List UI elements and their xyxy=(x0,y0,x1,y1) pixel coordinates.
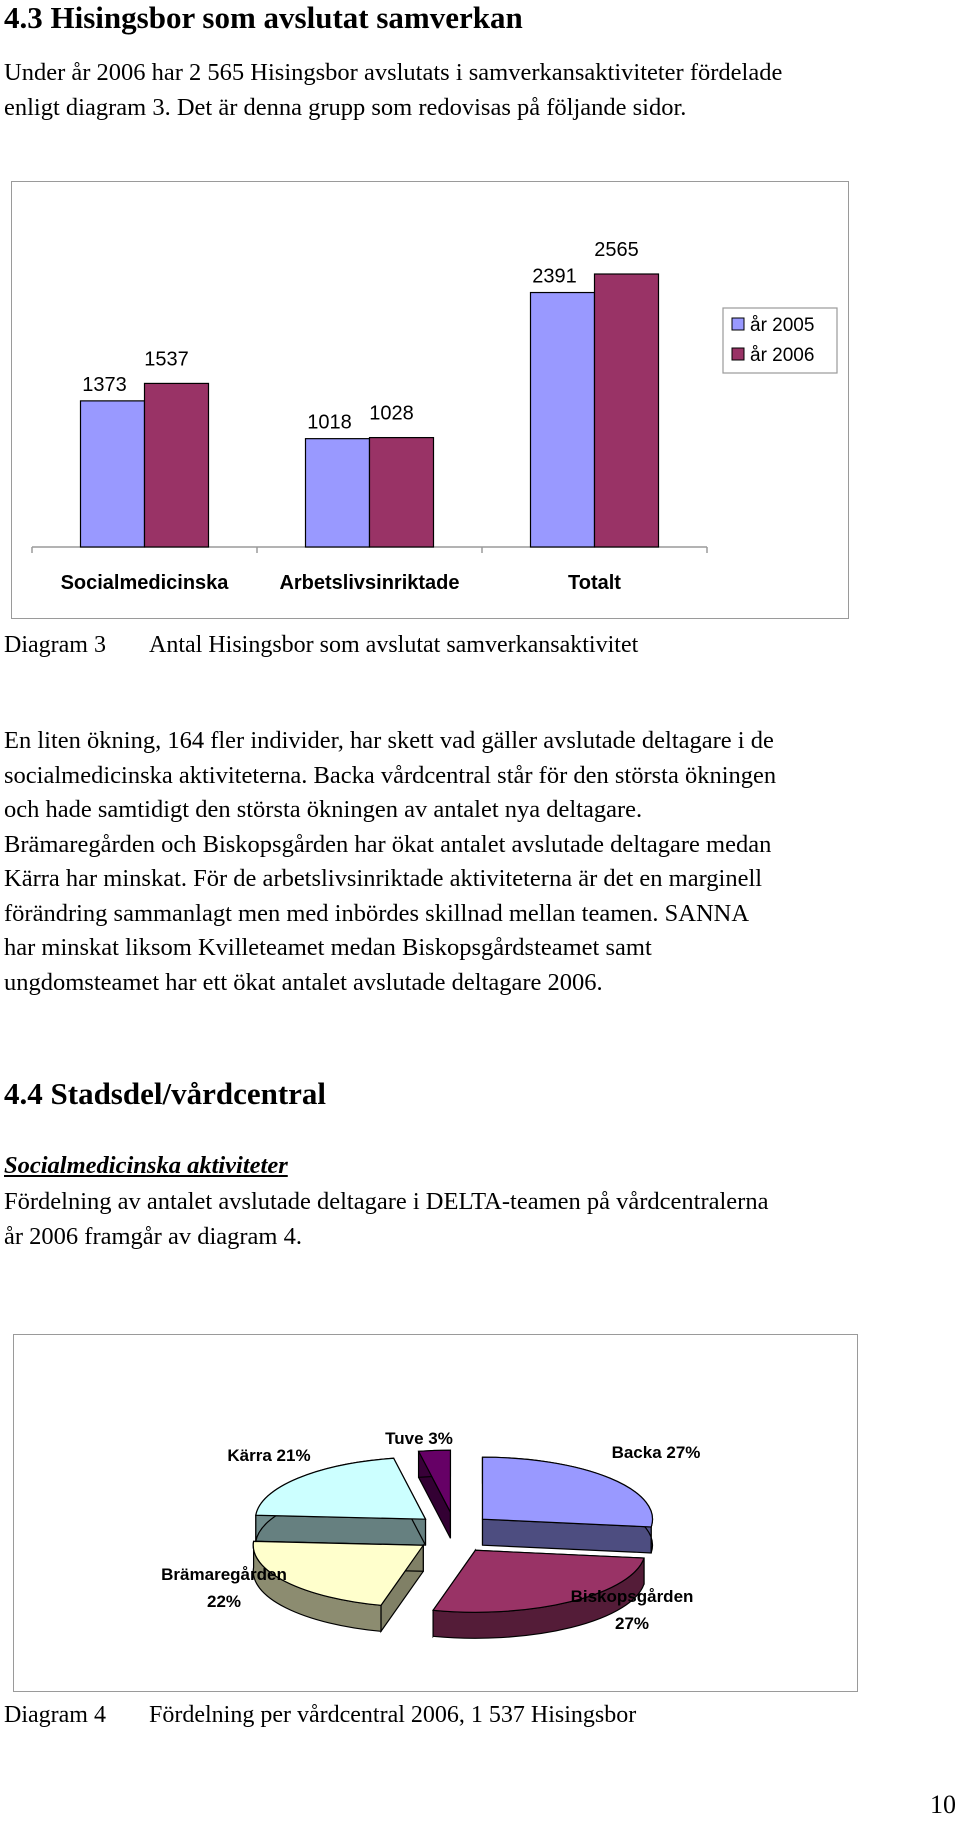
bar-data-label: 1018 xyxy=(307,411,352,434)
category-label: Socialmedicinska xyxy=(60,572,229,594)
bar-data-label: 1537 xyxy=(144,348,189,371)
pie-slice-side xyxy=(256,1515,426,1545)
pie-slice-backa xyxy=(483,1457,653,1553)
intro-paragraph xyxy=(4,56,956,125)
body-line: Kärra har minskat. För de arbetslivsinriktade aktiviteterna är det en marginell xyxy=(4,865,763,892)
bar xyxy=(595,274,659,547)
body-line: socialmedicinska aktiviteterna. Backa vårdcentral står för den största ökningen xyxy=(4,761,777,789)
pie-chart-frame xyxy=(13,1334,858,1692)
section-heading-4-4: 4.4 Stadsdel/vårdcentral xyxy=(4,1076,327,1111)
legend-swatch xyxy=(732,318,744,330)
bar xyxy=(81,401,145,547)
legend-label: år 2006 xyxy=(750,345,815,366)
pie-label: Backa 27% xyxy=(611,1443,701,1462)
diagram3-caption-label: Diagram 3 xyxy=(4,632,106,658)
pie-slice-brämaregården xyxy=(253,1541,423,1631)
section-heading-4-3: 4.3 Hisingsbor som avslutat samverkan xyxy=(4,0,523,35)
pie-slice-top xyxy=(256,1458,426,1519)
pie-label: Brämaregården 22% xyxy=(161,1565,287,1611)
bar xyxy=(145,383,209,547)
bar-chart-frame xyxy=(11,181,849,619)
pie-slice-top xyxy=(483,1457,653,1527)
category-label: Arbetslivsinriktade xyxy=(279,572,460,594)
bar-data-label: 1373 xyxy=(82,373,127,396)
bar-data-label: 2391 xyxy=(532,265,577,288)
pie-chart xyxy=(14,1335,857,1691)
legend xyxy=(723,308,837,373)
bar-chart xyxy=(12,182,848,618)
body-line: En liten ökning, 164 fler individer, har skett vad gäller avslutade deltagare i de xyxy=(4,727,774,754)
section44-line: år 2006 framgår av diagram 4. xyxy=(4,1222,302,1250)
section44-intro xyxy=(4,1185,956,1254)
diagram4-caption-label: Diagram 4 xyxy=(4,1702,106,1728)
bar xyxy=(306,439,370,547)
bar-data-label: 1028 xyxy=(369,402,414,425)
body-line: ungdomsteamet har ett ökat antalet avslutade deltagare 2006. xyxy=(4,968,603,996)
pie-label: Kärra 21% xyxy=(227,1446,311,1465)
page-number: 10 xyxy=(930,1790,956,1819)
bar xyxy=(531,293,595,547)
category-label: Totalt xyxy=(568,572,621,594)
diagram3-caption-text: Antal Hisingsbor som avslutat samverkansaktivitet xyxy=(149,632,639,658)
section44-line: Fördelning av antalet avslutade deltagare i DELTA-teamen på vårdcentralerna xyxy=(4,1188,769,1215)
pie-label: Tuve 3% xyxy=(385,1429,453,1448)
intro-line: enligt diagram 3. Det är denna grupp som redovisas på följande sidor. xyxy=(4,93,687,121)
pie-label: Biskopsgården 27% xyxy=(570,1587,694,1633)
body-paragraph xyxy=(4,724,956,1000)
body-line: förändring sammanlagt men med inbördes skillnad mellan teamen. SANNA xyxy=(4,899,750,927)
subheading: Socialmedicinska aktiviteter xyxy=(4,1152,288,1179)
body-line: har minskat liksom Kvilleteamet medan Biskopsgårdsteamet samt xyxy=(4,934,652,961)
pie-slice-kärra xyxy=(256,1458,426,1545)
legend-swatch xyxy=(732,348,744,360)
diagram4-caption-text: Fördelning per vårdcentral 2006, 1 537 Hisingsbor xyxy=(149,1702,637,1728)
legend-label: år 2005 xyxy=(750,315,815,336)
body-line: och hade samtidigt den största ökningen av antalet nya deltagare. xyxy=(4,796,643,823)
intro-line: Under år 2006 har 2 565 Hisingsbor avslutats i samverkansaktiviteter fördelade xyxy=(4,59,783,86)
bar xyxy=(370,438,434,547)
body-line: Brämaregården och Biskopsgården har ökat antalet avslutade deltagare medan xyxy=(4,830,772,858)
bar-data-label: 2565 xyxy=(594,239,639,262)
